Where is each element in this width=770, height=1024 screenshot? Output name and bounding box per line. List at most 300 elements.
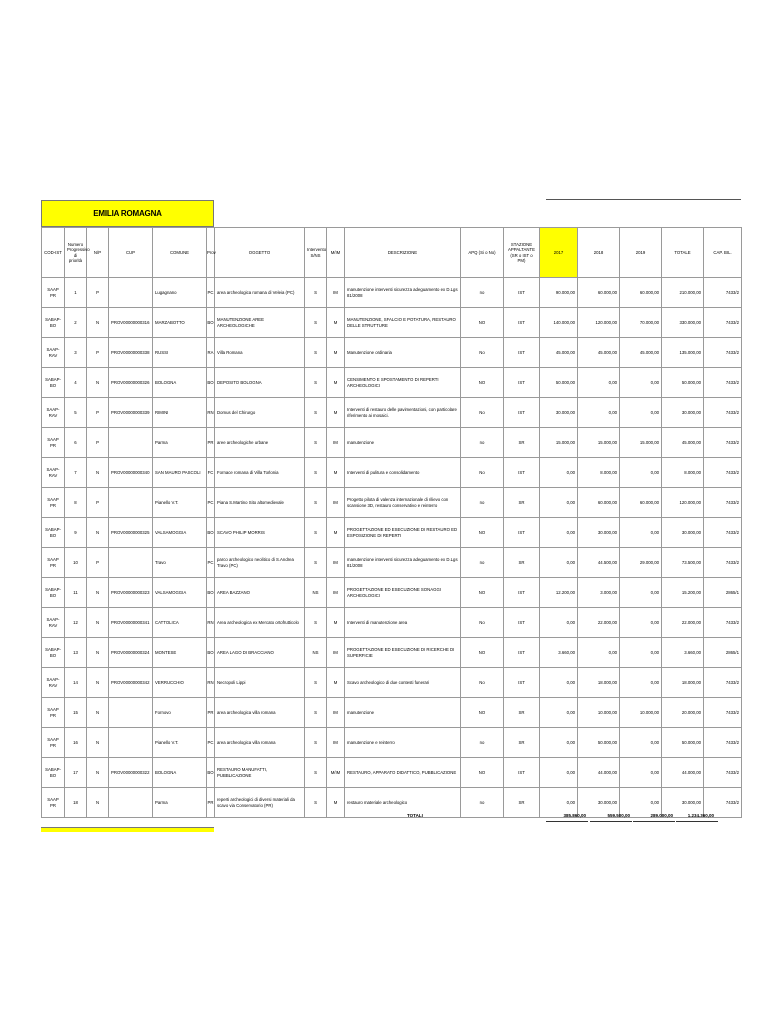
cell-np: N: [87, 608, 109, 638]
cell-intervento: S: [305, 488, 327, 518]
cell-comune: Parma: [153, 788, 207, 818]
cell-comune: CATTOLICA: [153, 608, 207, 638]
cell-np: N: [87, 788, 109, 818]
cell-intervento: S: [305, 308, 327, 338]
cell-prov: RN: [207, 608, 215, 638]
cell-y2018: 30.000,00: [578, 788, 620, 818]
table-row: [42, 668, 742, 698]
table-row: [42, 578, 742, 608]
cell-oggetto: DEPOSITO BOLOGNA: [215, 368, 305, 398]
cell-stazione: IST: [504, 578, 540, 608]
cell-cap: 7433/2: [704, 278, 742, 308]
cell-stazione: IST: [504, 608, 540, 638]
table-row: [42, 608, 742, 638]
cell-intervento: S: [305, 728, 327, 758]
cell-y2017: 140.000,00: [540, 308, 578, 338]
cell-mim: M: [327, 368, 345, 398]
cell-totale: 8.000,00: [662, 458, 704, 488]
cell-y2019: 0,00: [620, 368, 662, 398]
top-rule: [546, 199, 741, 200]
interventions-table: [41, 227, 742, 818]
cell-num: 13: [65, 638, 87, 668]
cell-cap: 7433/2: [704, 428, 742, 458]
cell-cod: SABAP-BO: [42, 368, 65, 398]
cell-y2018: 10.000,00: [578, 698, 620, 728]
cell-prov: RN: [207, 398, 215, 428]
cell-y2019: 60.000,00: [620, 488, 662, 518]
cell-y2017: 90.000,00: [540, 278, 578, 308]
header-oggetto: OGGETTO: [215, 228, 305, 278]
cell-y2018: 45.000,00: [578, 338, 620, 368]
cell-descrizione: restauro materiale archeologico: [345, 788, 461, 818]
cell-y2019: 70.000,00: [620, 308, 662, 338]
cell-num: 8: [65, 488, 87, 518]
cell-num: 15: [65, 698, 87, 728]
table-row: [42, 398, 742, 428]
cell-comune: Pianello V.T.: [153, 728, 207, 758]
cell-descrizione: Progetto pilota di valenza internazionale di rilievo con scansione 3D, restauro conservativo e reinterro: [345, 488, 461, 518]
cell-oggetto: Villa Romana: [215, 338, 305, 368]
cell-y2017: 0,00: [540, 698, 578, 728]
cell-num: 6: [65, 428, 87, 458]
cell-stazione: IST: [504, 338, 540, 368]
cell-cap: 7433/2: [704, 518, 742, 548]
cell-comune: VALSAMOGGIA: [153, 578, 207, 608]
cell-stazione: IST: [504, 398, 540, 428]
cell-descrizione: Interventi di manutenzione area: [345, 608, 461, 638]
totals-totale: 1.234.360,00: [687, 813, 714, 818]
cell-stazione: SR: [504, 548, 540, 578]
table-row: [42, 548, 742, 578]
cell-y2019: 0,00: [620, 638, 662, 668]
cell-y2019: 15.000,00: [620, 428, 662, 458]
table-body: [42, 278, 742, 818]
cell-y2019: 10.000,00: [620, 698, 662, 728]
header-cod: COD-IST: [42, 228, 65, 278]
cell-intervento: S: [305, 668, 327, 698]
cell-comune: MONTESE: [153, 638, 207, 668]
cell-stazione: IST: [504, 668, 540, 698]
cell-comune: Pianello V.T.: [153, 488, 207, 518]
cell-cod: SABAP-BO: [42, 758, 65, 788]
cell-intervento: S: [305, 548, 327, 578]
cell-y2017: 3.660,00: [540, 638, 578, 668]
cell-cod: SAAP PR: [42, 488, 65, 518]
cell-mim: IM: [327, 488, 345, 518]
header-num: Numero Progressivo di priorità: [65, 228, 87, 278]
cell-y2019: 0,00: [620, 728, 662, 758]
cell-descrizione: manutenzione interventi sicurezza adeguamento ex D.Lgs 81/2008: [345, 278, 461, 308]
cell-np: N: [87, 458, 109, 488]
cell-oggetto: Fornace romana di Villa Torlonia: [215, 458, 305, 488]
cell-cap: 7433/2: [704, 698, 742, 728]
cell-y2018: 0,00: [578, 398, 620, 428]
cell-num: 18: [65, 788, 87, 818]
cell-oggetto: area archeologica romana di Veleia (PC): [215, 278, 305, 308]
cell-apq: No: [461, 338, 504, 368]
cell-y2018: 44.000,00: [578, 758, 620, 788]
cell-y2017: 45.000,00: [540, 338, 578, 368]
cell-prov: PC: [207, 728, 215, 758]
cell-comune: Fornovo: [153, 698, 207, 728]
cell-np: P: [87, 338, 109, 368]
cell-mim: M: [327, 668, 345, 698]
header-intervento: Intervento S/NS: [305, 228, 327, 278]
cell-cod: SAAP PR: [42, 728, 65, 758]
header-descrizione: DESCRIZIONE: [345, 228, 461, 278]
table-row: [42, 368, 742, 398]
cell-descrizione: manutenzione: [345, 428, 461, 458]
cell-cod: SAAP PR: [42, 278, 65, 308]
cell-cup: [109, 278, 153, 308]
cell-num: 3: [65, 338, 87, 368]
cell-descrizione: manutenzione e reinterro: [345, 728, 461, 758]
header-comune: COMUNE: [153, 228, 207, 278]
cell-y2019: 0,00: [620, 458, 662, 488]
cell-prov: PC: [207, 278, 215, 308]
cell-num: 12: [65, 608, 87, 638]
cell-prov: BO: [207, 518, 215, 548]
cell-cup: PROV00000000342: [109, 668, 153, 698]
cell-y2018: 50.000,00: [578, 728, 620, 758]
cell-stazione: SR: [504, 428, 540, 458]
cell-totale: 30.000,00: [662, 398, 704, 428]
cell-stazione: SR: [504, 728, 540, 758]
cell-np: N: [87, 308, 109, 338]
cell-cap: 7433/2: [704, 338, 742, 368]
cell-comune: BOLOGNA: [153, 758, 207, 788]
cell-num: 11: [65, 578, 87, 608]
cell-cap: 7433/2: [704, 548, 742, 578]
cell-apq: no: [461, 728, 504, 758]
header-prov: Prov: [207, 228, 215, 278]
cell-prov: PR: [207, 698, 215, 728]
cell-cod: SAAP PR: [42, 548, 65, 578]
header-totale: TOTALE: [662, 228, 704, 278]
cell-prov: BO: [207, 368, 215, 398]
cell-y2018: 44.500,00: [578, 548, 620, 578]
table-row: [42, 518, 742, 548]
cell-totale: 30.000,00: [662, 518, 704, 548]
cell-mim: M: [327, 608, 345, 638]
cell-oggetto: Necropoli Lippi: [215, 668, 305, 698]
cell-totale: 135.000,00: [662, 338, 704, 368]
cell-cod: SAAP PR: [42, 788, 65, 818]
cell-descrizione: Scavo archeologico di due contesti funerari: [345, 668, 461, 698]
cell-totale: 3.660,00: [662, 638, 704, 668]
cell-y2017: 30.000,00: [540, 398, 578, 428]
cell-oggetto: area archeologica villa romana: [215, 728, 305, 758]
cell-apq: NO: [461, 518, 504, 548]
cell-comune: Lugagnano: [153, 278, 207, 308]
totals-underline-2017: [546, 821, 588, 822]
cell-np: N: [87, 368, 109, 398]
cell-y2018: 22.000,00: [578, 608, 620, 638]
cell-np: N: [87, 728, 109, 758]
cell-y2018: 15.000,00: [578, 428, 620, 458]
cell-cup: [109, 548, 153, 578]
cell-prov: RN: [207, 668, 215, 698]
cell-y2018: 0,00: [578, 638, 620, 668]
header-row: [42, 228, 742, 278]
header-np: N/P: [87, 228, 109, 278]
cell-mim: IM: [327, 278, 345, 308]
cell-prov: FC: [207, 458, 215, 488]
cell-cap: 7433/2: [704, 728, 742, 758]
cell-num: 1: [65, 278, 87, 308]
cell-intervento: S: [305, 458, 327, 488]
cell-cup: [109, 698, 153, 728]
cell-stazione: IST: [504, 368, 540, 398]
cell-intervento: S: [305, 758, 327, 788]
totals-2019: 289.000,00: [650, 813, 673, 818]
cell-comune: VALSAMOGGIA: [153, 518, 207, 548]
cell-np: P: [87, 488, 109, 518]
cell-y2017: 0,00: [540, 758, 578, 788]
cell-cup: PROV00000000322: [109, 758, 153, 788]
cell-mim: M/IM: [327, 758, 345, 788]
cell-totale: 50.000,00: [662, 368, 704, 398]
cell-stazione: SR: [504, 698, 540, 728]
cell-comune: BOLOGNA: [153, 368, 207, 398]
cell-cap: 7433/2: [704, 758, 742, 788]
cell-mim: M: [327, 308, 345, 338]
cell-intervento: S: [305, 368, 327, 398]
cell-stazione: IST: [504, 458, 540, 488]
cell-prov: PC: [207, 488, 215, 518]
cell-descrizione: PROGETTAZIONE ED ESECUZIONE SONAGGI ARCHEOLOGICI: [345, 578, 461, 608]
cell-oggetto: area archeologica villa romana: [215, 698, 305, 728]
totals-underline-2018: [590, 821, 632, 822]
cell-mim: IM: [327, 638, 345, 668]
cell-mim: IM: [327, 728, 345, 758]
cell-oggetto: SCAVO PHILIP MORRIS: [215, 518, 305, 548]
cell-prov: RA: [207, 338, 215, 368]
table-row: [42, 428, 742, 458]
cell-totale: 73.500,00: [662, 548, 704, 578]
cell-comune: VERRUCCHIO: [153, 668, 207, 698]
cell-apq: NO: [461, 368, 504, 398]
cell-np: P: [87, 398, 109, 428]
cell-apq: NO: [461, 698, 504, 728]
header-stazione: STAZIONE APPALTANTE (SR o IST o PM): [504, 228, 540, 278]
cell-comune: MARZABOTTO: [153, 308, 207, 338]
cell-totale: 120.000,00: [662, 488, 704, 518]
cell-oggetto: reperti archeologici di diversi materiali da scavo via Conservatorio (PR): [215, 788, 305, 818]
cell-y2019: 0,00: [620, 578, 662, 608]
cell-num: 14: [65, 668, 87, 698]
cell-totale: 210.000,00: [662, 278, 704, 308]
cell-totale: 18.000,00: [662, 668, 704, 698]
cell-totale: 45.000,00: [662, 428, 704, 458]
cell-cup: PROV00000000316: [109, 308, 153, 338]
cell-descrizione: RESTAURO, APPARATO DIDATTICO, PUBBLICAZIONE: [345, 758, 461, 788]
cell-cup: PROV00000000340: [109, 458, 153, 488]
cell-stazione: SR: [504, 488, 540, 518]
cell-cup: [109, 728, 153, 758]
cell-intervento: S: [305, 788, 327, 818]
table-row: [42, 638, 742, 668]
cell-intervento: NS: [305, 578, 327, 608]
cell-oggetto: AREA LAGO DI BRACCIANO: [215, 638, 305, 668]
cell-cod: SAAP-RAV: [42, 608, 65, 638]
totals-label: TOTALI: [407, 813, 423, 818]
cell-totale: 330.000,00: [662, 308, 704, 338]
cell-cod: SABAP-BO: [42, 518, 65, 548]
cell-y2018: 3.000,00: [578, 578, 620, 608]
cell-mim: M: [327, 458, 345, 488]
cell-totale: 15.200,00: [662, 578, 704, 608]
cell-prov: PC: [207, 548, 215, 578]
cell-cod: SAAP-RAV: [42, 458, 65, 488]
cell-stazione: IST: [504, 308, 540, 338]
cell-apq: no: [461, 788, 504, 818]
cell-np: N: [87, 638, 109, 668]
header-2019: 2019: [620, 228, 662, 278]
cell-y2017: 15.000,00: [540, 428, 578, 458]
cell-apq: NO: [461, 308, 504, 338]
cell-cap: 7433/2: [704, 308, 742, 338]
cell-apq: NO: [461, 578, 504, 608]
table-row: [42, 338, 742, 368]
cell-apq: no: [461, 548, 504, 578]
cell-y2019: 0,00: [620, 758, 662, 788]
cell-oggetto: RESTAURO MANUFATTI, PUBBLICAZIONE: [215, 758, 305, 788]
cell-prov: BO: [207, 638, 215, 668]
cell-apq: no: [461, 278, 504, 308]
cell-y2018: 30.000,00: [578, 518, 620, 548]
cell-cap: 7433/2: [704, 458, 742, 488]
cell-mim: M: [327, 518, 345, 548]
cell-num: 7: [65, 458, 87, 488]
cell-intervento: S: [305, 398, 327, 428]
cell-cap: 2865/1: [704, 638, 742, 668]
header-2017: 2017: [540, 228, 578, 278]
cell-y2019: 0,00: [620, 608, 662, 638]
cell-num: 9: [65, 518, 87, 548]
cell-num: 10: [65, 548, 87, 578]
cell-cap: 7433/2: [704, 788, 742, 818]
header-2018: 2018: [578, 228, 620, 278]
cell-num: 4: [65, 368, 87, 398]
cell-cup: [109, 488, 153, 518]
cell-stazione: IST: [504, 278, 540, 308]
totals-underline-2019: [633, 821, 675, 822]
cell-comune: RIMINI: [153, 398, 207, 428]
cell-cup: PROV00000000326: [109, 368, 153, 398]
cell-stazione: IST: [504, 518, 540, 548]
cell-comune: Travo: [153, 548, 207, 578]
table-row: [42, 698, 742, 728]
cell-prov: PR: [207, 788, 215, 818]
cell-cup: [109, 428, 153, 458]
cell-y2018: 60.000,00: [578, 278, 620, 308]
cell-oggetto: Domus del Chirurgo: [215, 398, 305, 428]
cell-mim: M: [327, 338, 345, 368]
cell-cod: SAAP-RAV: [42, 338, 65, 368]
cell-oggetto: aree archeologiche urbane: [215, 428, 305, 458]
cell-apq: no: [461, 488, 504, 518]
cell-num: 16: [65, 728, 87, 758]
header-apq: APQ (Si o No): [461, 228, 504, 278]
cell-stazione: SR: [504, 788, 540, 818]
table-row: [42, 308, 742, 338]
cell-y2019: 45.000,00: [620, 338, 662, 368]
cell-prov: BO: [207, 578, 215, 608]
cell-apq: No: [461, 668, 504, 698]
header-cap: CAP. BIL.: [704, 228, 742, 278]
cell-y2019: 0,00: [620, 518, 662, 548]
totals-2018: 559.500,00: [607, 813, 630, 818]
cell-descrizione: MANUTENZIONE, SFALCIO E POTATURA, RESTAURO DELLE STRUTTURE: [345, 308, 461, 338]
cell-mim: IM: [327, 428, 345, 458]
cell-y2018: 0,00: [578, 368, 620, 398]
cell-apq: NO: [461, 638, 504, 668]
region-footer-strip: [41, 827, 214, 832]
cell-cap: 2865/1: [704, 578, 742, 608]
cell-np: P: [87, 278, 109, 308]
cell-cod: SAAP-RAV: [42, 398, 65, 428]
totals-underline-totale: [676, 821, 718, 822]
cell-prov: BO: [207, 308, 215, 338]
cell-y2019: 0,00: [620, 398, 662, 428]
cell-cod: SABAP-BO: [42, 308, 65, 338]
cell-intervento: S: [305, 428, 327, 458]
cell-oggetto: parco archeologico neolitico di S.Andrea Travo (PC): [215, 548, 305, 578]
cell-y2017: 50.000,00: [540, 368, 578, 398]
cell-y2019: 0,00: [620, 668, 662, 698]
cell-comune: Parma: [153, 428, 207, 458]
cell-cup: PROV00000000338: [109, 338, 153, 368]
cell-comune: RUSSI: [153, 338, 207, 368]
cell-apq: no: [461, 428, 504, 458]
cell-num: 17: [65, 758, 87, 788]
cell-descrizione: manutenzione: [345, 698, 461, 728]
cell-cap: 7433/2: [704, 368, 742, 398]
cell-prov: BO: [207, 758, 215, 788]
table-row: [42, 758, 742, 788]
cell-cup: PROV00000000325: [109, 518, 153, 548]
cell-descrizione: Manutenzione ordinaria: [345, 338, 461, 368]
cell-totale: 20.000,00: [662, 698, 704, 728]
cell-cap: 7433/2: [704, 608, 742, 638]
cell-np: P: [87, 428, 109, 458]
cell-np: N: [87, 758, 109, 788]
cell-cap: 7433/2: [704, 668, 742, 698]
cell-cod: SABAP-BO: [42, 638, 65, 668]
cell-mim: M: [327, 788, 345, 818]
cell-cap: 7433/2: [704, 398, 742, 428]
cell-y2017: 0,00: [540, 458, 578, 488]
cell-descrizione: Interventi di pulitura e consolidamento: [345, 458, 461, 488]
table-row: [42, 278, 742, 308]
cell-cod: SAAP-RAV: [42, 668, 65, 698]
cell-y2019: 60.000,00: [620, 278, 662, 308]
cell-oggetto: Piana S.Martino Sito altomedievale: [215, 488, 305, 518]
cell-np: N: [87, 668, 109, 698]
region-title: EMILIA ROMAGNA: [41, 200, 214, 227]
header-mim: M/IM: [327, 228, 345, 278]
cell-y2018: 8.000,00: [578, 458, 620, 488]
cell-intervento: S: [305, 338, 327, 368]
cell-cap: 7433/2: [704, 488, 742, 518]
cell-totale: 50.000,00: [662, 728, 704, 758]
cell-cup: PROV00000000323: [109, 578, 153, 608]
cell-y2018: 18.000,00: [578, 668, 620, 698]
cell-cod: SABAP-BO: [42, 578, 65, 608]
cell-mim: IM: [327, 578, 345, 608]
cell-stazione: IST: [504, 758, 540, 788]
